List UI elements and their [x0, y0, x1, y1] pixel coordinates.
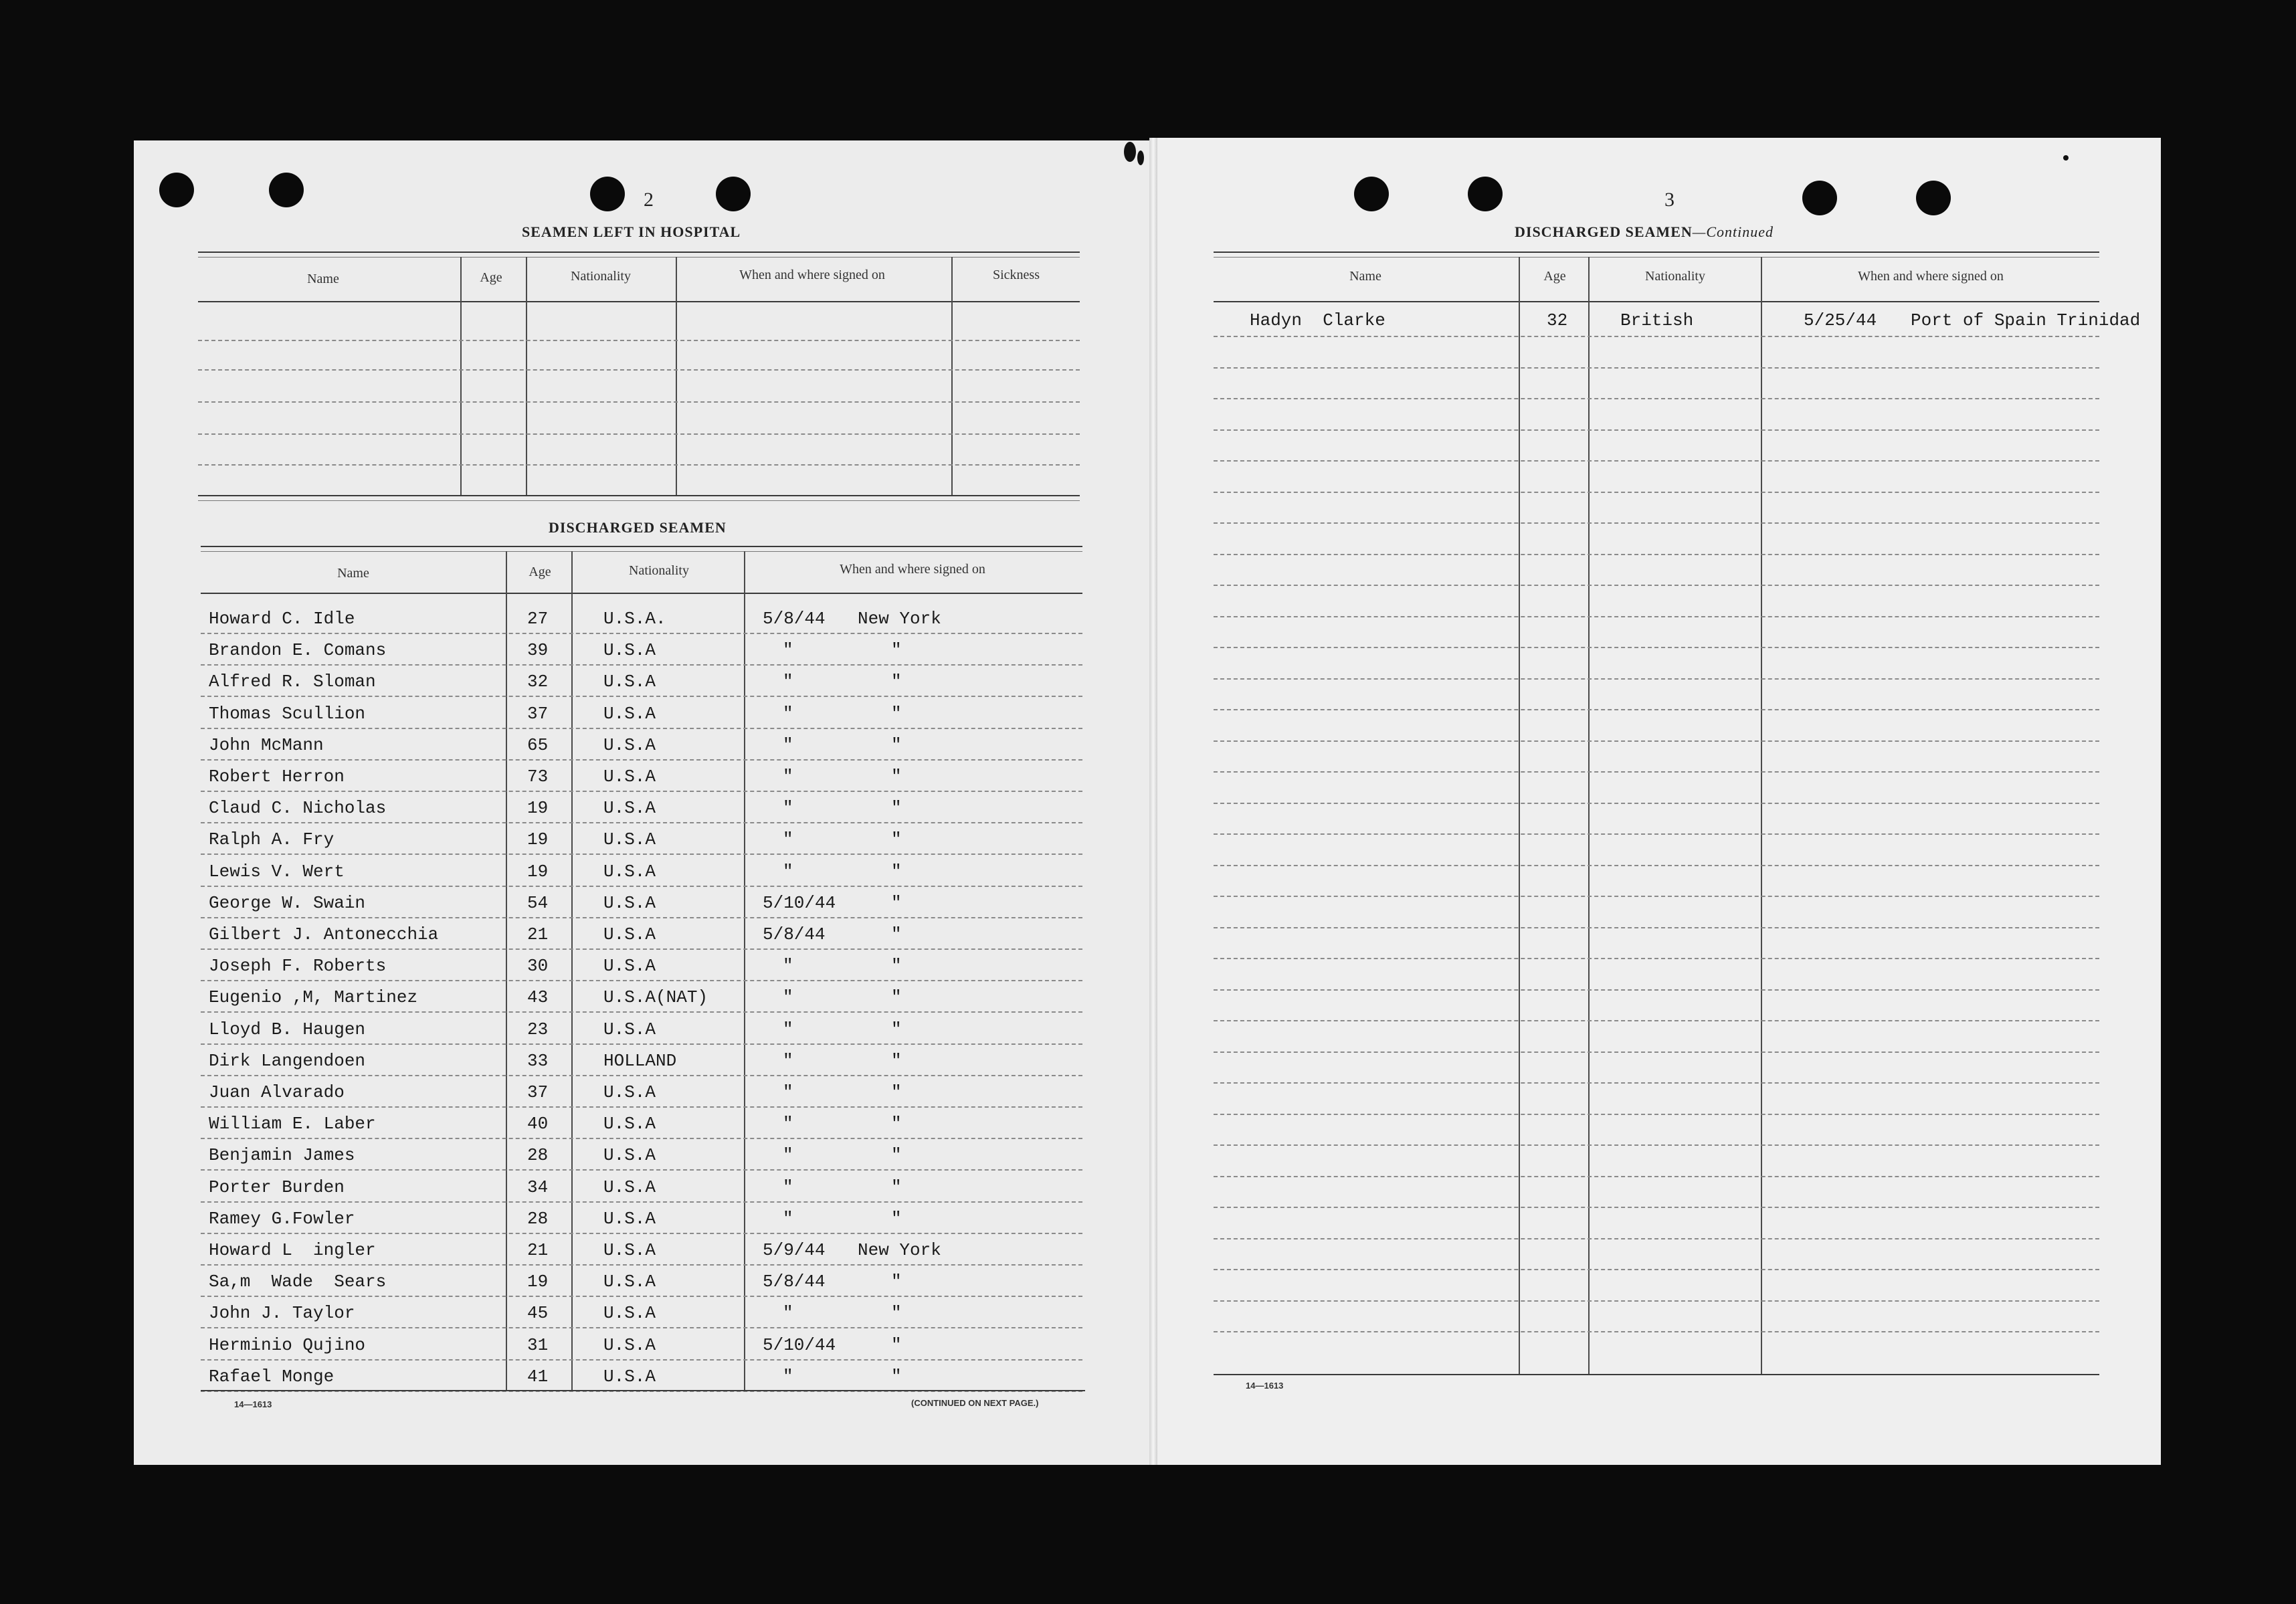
row-rule [201, 1106, 1082, 1108]
row-age: 45 [527, 1303, 549, 1324]
row-age: 32 [527, 672, 549, 692]
row-date: " [783, 1050, 793, 1071]
row-date: 5/25/44 [1804, 310, 1877, 330]
row-nationality: U.S.A [603, 892, 656, 913]
row-name: Ramey G.Fowler [209, 1208, 355, 1229]
row-age: 65 [527, 734, 549, 755]
row-place: " [891, 767, 902, 787]
row-date: " [783, 767, 793, 787]
row-place: " [891, 1177, 902, 1197]
row-rule [1214, 1176, 2099, 1177]
row-place: " [891, 861, 902, 882]
page-number: 3 [1664, 189, 1675, 211]
row-name: Lloyd B. Haugen [209, 1019, 366, 1039]
row-age: 28 [527, 1208, 549, 1229]
row-rule [1214, 865, 2099, 866]
row-place: " [891, 892, 902, 913]
row-rule [201, 1075, 1082, 1076]
row-rule [1214, 989, 2099, 991]
row-nationality: U.S.A [603, 734, 656, 755]
row-date: " [783, 640, 793, 661]
row-nationality: U.S.A [603, 956, 656, 977]
row-age: 41 [527, 1366, 549, 1387]
row-rule [1214, 678, 2099, 680]
row-name: Brandon E. Comans [209, 640, 387, 661]
title-continued: —Continued [1692, 223, 1774, 240]
row-rule [1214, 1238, 2099, 1239]
row-rule [1214, 1207, 2099, 1208]
row-place: " [891, 672, 902, 692]
row-rule [1214, 429, 2099, 431]
row-age: 19 [527, 798, 549, 819]
row-place: New York [858, 1240, 941, 1260]
col-header-name: Name [337, 566, 369, 581]
row-name: Eugenio ,M, Martinez [209, 987, 418, 1008]
row-rule [1214, 367, 2099, 369]
col-header-nationality: Nationality [1645, 269, 1705, 284]
row-nationality: U.S.A [603, 798, 656, 819]
row-rule [201, 1296, 1082, 1297]
row-place: " [891, 956, 902, 977]
title-bold: DISCHARGED SEAMEN [1515, 223, 1693, 240]
row-age: 31 [527, 1334, 549, 1355]
col-header-age: Age [1543, 269, 1566, 284]
col-header-age: Age [529, 565, 551, 579]
row-name: John J. Taylor [209, 1303, 355, 1324]
row-rule [201, 917, 1082, 918]
row-date: 5/10/44 [763, 1334, 836, 1355]
row-date: 5/10/44 [763, 892, 836, 913]
row-place: " [891, 1208, 902, 1229]
speck [2063, 155, 2069, 161]
row-place: " [891, 798, 902, 819]
row-age: 34 [527, 1177, 549, 1197]
row-rule [201, 728, 1082, 729]
row-rule [1214, 958, 2099, 959]
row-age: 21 [527, 924, 549, 944]
form-number: 14—1613 [234, 1399, 272, 1409]
row-nationality: U.S.A [603, 1019, 656, 1039]
row-place: " [891, 1272, 902, 1292]
row-rule [201, 1011, 1082, 1013]
row-nationality: U.S.A [603, 1240, 656, 1260]
row-rule [201, 854, 1082, 855]
row-date: " [783, 1303, 793, 1324]
row-rule [201, 791, 1082, 792]
row-rule [201, 1359, 1082, 1361]
row-rule [201, 1138, 1082, 1139]
row-rule [201, 1043, 1082, 1045]
row-rule [201, 948, 1082, 950]
row-name: George W. Swain [209, 892, 366, 913]
row-name: Dirk Langendoen [209, 1050, 366, 1071]
discharged-continued-title [1515, 223, 1774, 241]
row-rule [1214, 398, 2099, 399]
row-rule [1214, 585, 2099, 586]
row-place: " [891, 1019, 902, 1039]
row-nationality: U.S.A. [603, 609, 666, 629]
row-date: " [783, 861, 793, 882]
row-nationality: HOLLAND [603, 1050, 677, 1071]
row-age: 32 [1547, 310, 1568, 330]
row-rule [1214, 460, 2099, 462]
row-name: Porter Burden [209, 1177, 345, 1197]
page-fold [1149, 138, 1157, 1465]
row-name: Howard C. Idle [209, 609, 355, 629]
row-nationality: U.S.A [603, 1303, 656, 1324]
speck [1124, 142, 1136, 162]
row-nationality: U.S.A [603, 1082, 656, 1102]
row-place: " [891, 640, 902, 661]
row-nationality: U.S.A [603, 1334, 656, 1355]
row-name: Benjamin James [209, 1145, 355, 1166]
row-date: 5/8/44 [763, 1272, 826, 1292]
row-name: Claud C. Nicholas [209, 798, 387, 819]
row-date: " [783, 1177, 793, 1197]
discharged-section-title: DISCHARGED SEAMEN [549, 519, 727, 536]
row-age: 39 [527, 640, 549, 661]
row-name: Lewis V. Wert [209, 861, 345, 882]
row-name: Sa,m Wade Sears [209, 1272, 387, 1292]
row-name: Joseph F. Roberts [209, 956, 387, 977]
punch-hole [1802, 181, 1837, 215]
row-place: " [891, 1334, 902, 1355]
row-rule [201, 822, 1082, 823]
row-place: " [891, 924, 902, 944]
row-date: 5/8/44 [763, 924, 826, 944]
row-place: " [891, 703, 902, 724]
row-rule [1214, 492, 2099, 493]
row-age: 37 [527, 1082, 549, 1102]
row-age: 40 [527, 1114, 549, 1134]
row-rule [201, 759, 1082, 761]
row-name: Hadyn Clarke [1250, 310, 1385, 330]
row-rule [201, 1201, 1082, 1203]
row-date: " [783, 1145, 793, 1166]
row-rule [1214, 927, 2099, 928]
row-rule [201, 886, 1082, 887]
row-rule [201, 980, 1082, 981]
row-nationality: British [1620, 310, 1694, 330]
row-rule [1214, 616, 2099, 617]
col-header-nationality: Nationality [571, 269, 631, 284]
row-date: " [783, 1208, 793, 1229]
col-header-name: Name [307, 272, 339, 286]
row-age: 19 [527, 829, 549, 850]
row-name: Thomas Scullion [209, 703, 366, 724]
row-rule [1214, 1051, 2099, 1053]
row-nationality: U.S.A [603, 640, 656, 661]
row-rule [201, 696, 1082, 697]
row-age: 54 [527, 892, 549, 913]
row-age: 37 [527, 703, 549, 724]
row-rule [1214, 554, 2099, 555]
row-place: New York [858, 609, 941, 629]
row-nationality: U.S.A [603, 1272, 656, 1292]
row-rule [201, 633, 1082, 634]
row-nationality: U.S.A [603, 672, 656, 692]
col-header-nationality: Nationality [629, 563, 689, 578]
row-name: Robert Herron [209, 767, 345, 787]
row-age: 43 [527, 987, 549, 1008]
row-rule [1214, 1331, 2099, 1332]
row-place: " [891, 829, 902, 850]
row-rule [201, 1169, 1082, 1171]
row-name: Ralph A. Fry [209, 829, 334, 850]
row-date: " [783, 1366, 793, 1387]
continued-note: (CONTINUED ON NEXT PAGE.) [911, 1398, 1039, 1408]
punch-hole [1468, 177, 1503, 211]
speck [1137, 151, 1144, 165]
row-rule [1214, 336, 2099, 337]
row-rule [201, 1233, 1082, 1234]
row-date: " [783, 829, 793, 850]
row-place: " [891, 1366, 902, 1387]
page-number: 2 [644, 189, 654, 211]
punch-hole [159, 173, 194, 207]
hospital-section-title: SEAMEN LEFT IN HOSPITAL [522, 223, 741, 240]
row-date: " [783, 703, 793, 724]
row-nationality: U.S.A [603, 1145, 656, 1166]
col-header-sickness: Sickness [993, 268, 1040, 282]
row-date: " [783, 1019, 793, 1039]
row-age: 30 [527, 956, 549, 977]
row-name: Juan Alvarado [209, 1082, 345, 1102]
row-nationality: U.S.A(NAT) [603, 987, 708, 1008]
row-age: 73 [527, 767, 549, 787]
row-rule [1214, 1144, 2099, 1146]
row-rule [201, 1264, 1082, 1266]
row-place: Port of Spain Trinidad [1911, 310, 2141, 330]
col-header-signed-on: When and where signed on [1858, 269, 2004, 284]
col-header-signed-on: When and where signed on [840, 562, 985, 577]
row-age: 27 [527, 609, 549, 629]
row-name: Rafael Monge [209, 1366, 334, 1387]
row-age: 23 [527, 1019, 549, 1039]
row-rule [201, 1327, 1082, 1328]
row-date: " [783, 734, 793, 755]
row-name: John McMann [209, 734, 324, 755]
row-place: " [891, 734, 902, 755]
punch-hole [269, 173, 304, 207]
punch-hole [1354, 177, 1389, 211]
row-place: " [891, 987, 902, 1008]
punch-hole [1916, 181, 1951, 215]
row-date: 5/8/44 [763, 609, 826, 629]
punch-hole [716, 177, 751, 211]
row-rule [201, 664, 1082, 666]
row-rule [1214, 522, 2099, 524]
row-nationality: U.S.A [603, 861, 656, 882]
row-nationality: U.S.A [603, 1208, 656, 1229]
form-number: 14—1613 [1246, 1381, 1284, 1391]
row-name: Gilbert J. Antonecchia [209, 924, 439, 944]
row-place: " [891, 1303, 902, 1324]
row-place: " [891, 1114, 902, 1134]
row-rule [1214, 1020, 2099, 1021]
row-nationality: U.S.A [603, 829, 656, 850]
row-place: " [891, 1050, 902, 1071]
row-name: Alfred R. Sloman [209, 672, 376, 692]
row-age: 19 [527, 1272, 549, 1292]
row-date: " [783, 987, 793, 1008]
row-rule [1214, 803, 2099, 804]
row-rule [1214, 647, 2099, 648]
row-date: 5/9/44 [763, 1240, 826, 1260]
col-header-age: Age [480, 270, 502, 285]
row-rule [1214, 1114, 2099, 1115]
row-rule [1214, 771, 2099, 773]
row-date: " [783, 956, 793, 977]
row-date: " [783, 672, 793, 692]
row-name: Herminio Qujino [209, 1334, 366, 1355]
row-nationality: U.S.A [603, 1366, 656, 1387]
row-nationality: U.S.A [603, 767, 656, 787]
row-rule [1214, 740, 2099, 742]
row-nationality: U.S.A [603, 1177, 656, 1197]
col-header-name: Name [1349, 269, 1381, 284]
row-date: " [783, 798, 793, 819]
row-nationality: U.S.A [603, 1114, 656, 1134]
row-nationality: U.S.A [603, 924, 656, 944]
row-place: " [891, 1082, 902, 1102]
row-age: 28 [527, 1145, 549, 1166]
col-header-signed-on: When and where signed on [739, 268, 885, 282]
row-rule [1214, 833, 2099, 835]
row-name: William E. Laber [209, 1114, 376, 1134]
row-date: " [783, 1114, 793, 1134]
punch-hole [590, 177, 625, 211]
row-rule [1214, 1300, 2099, 1302]
row-nationality: U.S.A [603, 703, 656, 724]
row-age: 19 [527, 861, 549, 882]
row-age: 21 [527, 1240, 549, 1260]
row-rule [1214, 1269, 2099, 1270]
row-rule [1214, 1082, 2099, 1084]
row-age: 33 [527, 1050, 549, 1071]
row-date: " [783, 1082, 793, 1102]
row-rule [1214, 709, 2099, 710]
row-rule [1214, 896, 2099, 897]
row-name: Howard L ingler [209, 1240, 376, 1260]
row-place: " [891, 1145, 902, 1166]
